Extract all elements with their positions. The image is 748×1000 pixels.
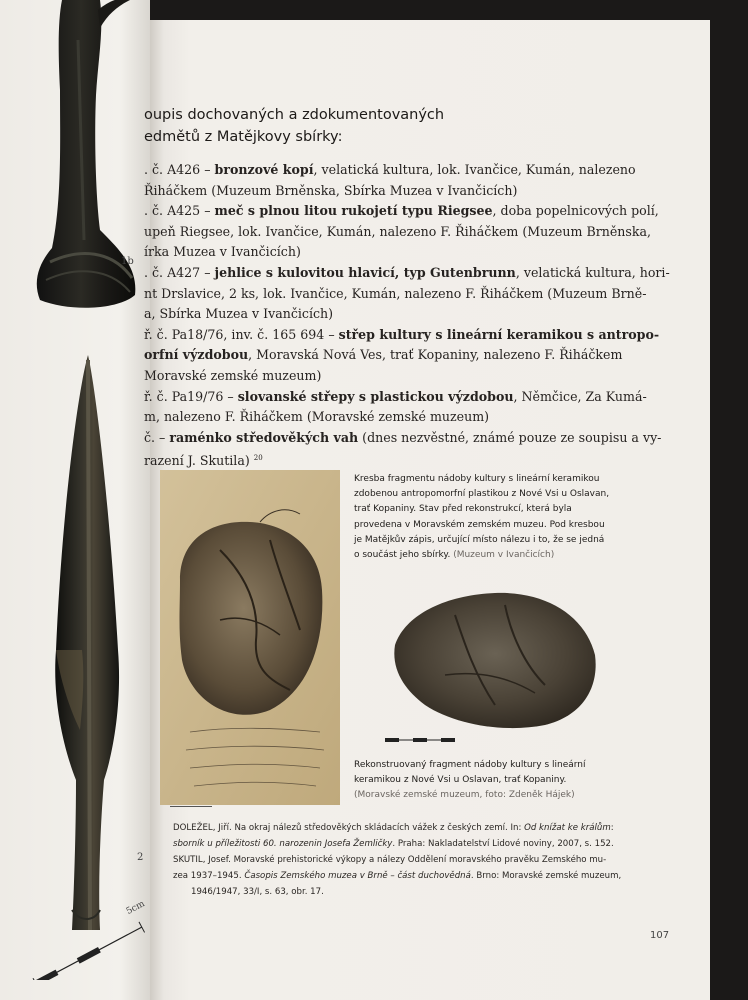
footnote-line: SKUTIL, Josef. Moravské prehistorické výkopy a nálezy Oddělení moravského pravěku Zemského mu- xyxy=(173,855,607,865)
list-item: . č. A425 – meč s plnou litou rukojetí typu Riegsee, doba popelnicových polí, xyxy=(144,203,659,219)
list-item: . č. A426 – bronzové kopí, velatická kultura, lok. Ivančice, Kumán, nalezeno xyxy=(144,162,636,177)
list-item: orfní výzdobou, Moravská Nová Ves, trať Kopaniny, nalezeno F. Řiháčkem xyxy=(144,347,623,363)
list-item: upeň Riegsee, lok. Ivančice, Kumán, nalezeno F. Řiháčkem (Muzeum Brněnska, xyxy=(144,223,651,239)
list-item: ř. č. Pa18/76, inv. č. 165 694 – střep kultury s lineární keramikou s antropo- xyxy=(144,326,660,342)
figure-label-1b: 1b xyxy=(121,256,134,267)
footnote-line: sborník u příležitosti 60. narozenin Josefa Žemličky. Praha: Nakladatelství Lidové noviny, 2007, s. 152. xyxy=(173,839,614,849)
list-item: írka Muzea v Ivančicích) xyxy=(144,244,301,260)
caption-source: (Moravské zemské muzeum, foto: Zdeněk Hájek) xyxy=(354,790,575,801)
scale-label: 5cm xyxy=(124,899,147,917)
heading-line-2: edmětů z Matějkovy sbírky: xyxy=(144,129,343,145)
footnote-line: 1946/1947, 33/I, s. 63, obr. 17. xyxy=(191,887,324,897)
caption-source: (Muzeum v Ivančicích) xyxy=(453,550,555,561)
list-item: m, nalezeno F. Řiháčkem (Moravské zemské muzeum) xyxy=(144,409,490,425)
section-heading xyxy=(144,104,474,148)
spearhead-socket-image xyxy=(0,0,150,320)
footnote-divider xyxy=(170,806,212,807)
footnote-line: zea 1937–1945. Časopis Zemského muzea v Brně – část duchovědná. Brno: Moravské zemské muzeum, xyxy=(173,871,622,881)
inventory-list xyxy=(144,160,684,472)
footnote-ref: 20 xyxy=(253,454,263,463)
heading-line-1: oupis dochovaných a zdokumentovaných xyxy=(144,107,445,123)
left-page xyxy=(0,0,150,1000)
fragment-drawing-image xyxy=(160,470,340,805)
list-item: . č. A427 – jehlice s kulovitou hlavicí, typ Gutenbrunn, velatická kultura, hori- xyxy=(144,264,670,280)
caption-drawing: Kresba fragmentu nádoby kultury s lineární keramikou zdobenou antropomorfní plastikou z Nové Vsi u Oslavan, trať Kopaniny. Stav před rekonstrukcí, která byla provedena v Moravském zemském muzeu. Pod kresbou je Matějkův zápis, určující místo nálezu i to, že se jedná o součást jeho sbírky. (Muzeum v Ivančicích) xyxy=(354,474,610,561)
footnote-line: DOLEŽEL, Jiří. Na okraj nálezů středověkých skládacích vážek z českých zemí. In: Od knížat ke králům: xyxy=(173,823,614,833)
list-item: Moravské zemské muzeum) xyxy=(144,367,322,383)
list-item: Řiháčkem (Muzeum Brněnska, Sbírka Muzea v Ivančicích) xyxy=(144,182,518,198)
list-item: razení J. Skutila) $^{20}$ xyxy=(144,453,263,469)
list-item: ř. č. Pa19/76 – slovanské střepy s plastickou výzdobou, Němčice, Za Kumá- xyxy=(144,388,647,404)
list-item: č. – raménko středověkých vah (dnes nezvěstné, známé pouze ze soupisu a vy- xyxy=(144,429,662,445)
list-item: a, Sbírka Muzea v Ivančicích) xyxy=(144,306,334,322)
reconstructed-fragment-photo xyxy=(385,575,605,745)
page-number: 107 xyxy=(650,930,670,941)
footnotes xyxy=(173,820,703,900)
figure-label-2: 2 xyxy=(137,852,144,863)
caption-photo: Rekonstruovaný fragment nádoby kultury s lineární keramikou z Nové Vsi u Oslavan, trať Kopaniny. (Moravské zemské muzeum, foto: Zdeněk Hájek) xyxy=(354,758,694,804)
list-item: nt Drslavice, 2 ks, lok. Ivančice, Kumán, nalezeno F. Řiháčkem (Muzeum Brně- xyxy=(144,285,647,301)
spearhead-blade-image xyxy=(0,350,150,950)
